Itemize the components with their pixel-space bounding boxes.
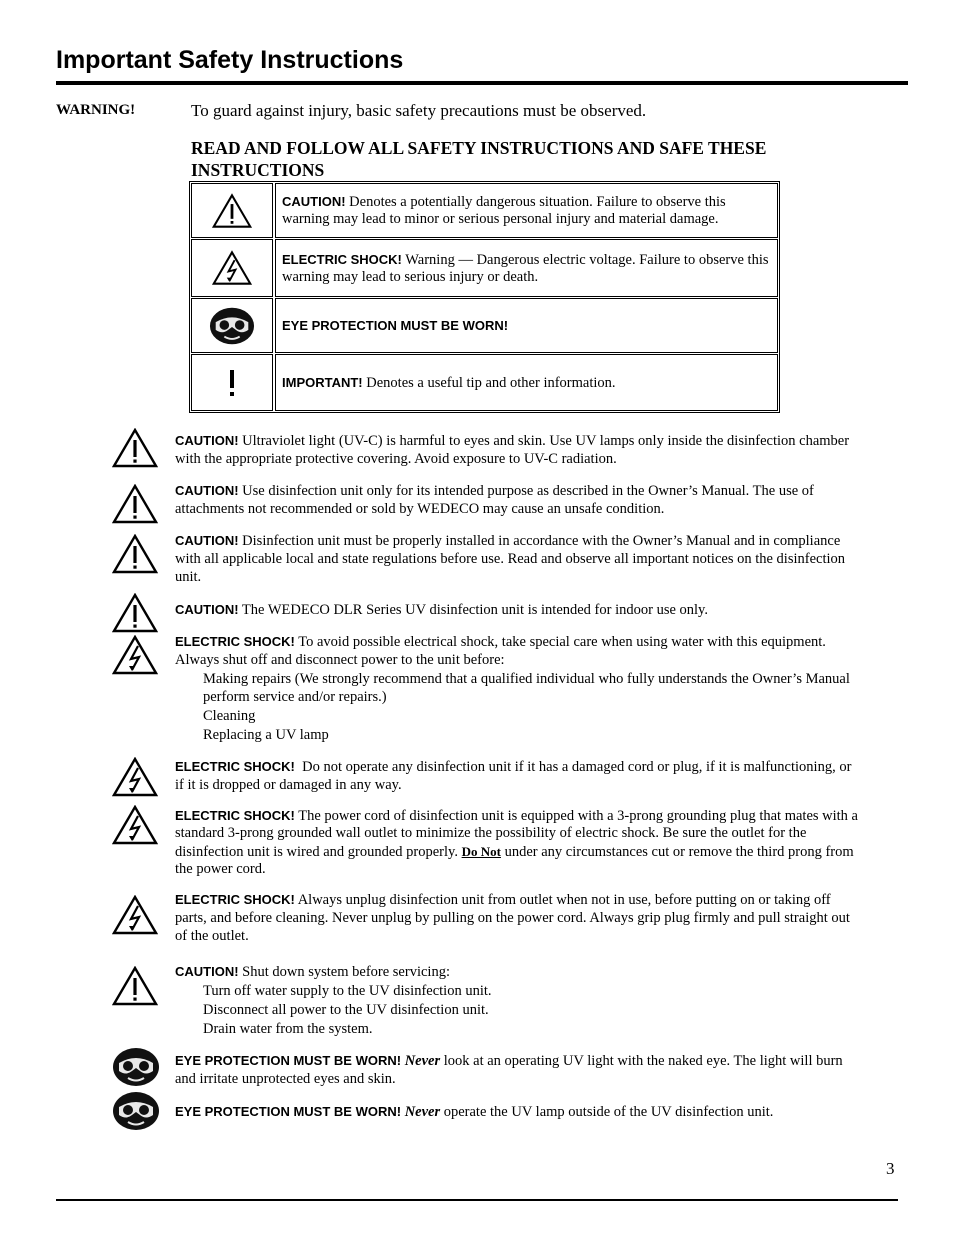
caution-triangle-icon [191,183,273,238]
legend-row-eye-protection [191,298,778,353]
title-rule [56,81,908,85]
legend-row-important [191,354,778,411]
caution-triangle-icon [112,484,158,524]
important-exclamation-icon [191,354,273,411]
legend-description [275,239,778,297]
caution-triangle-icon [112,428,158,468]
list-item: Cleaning [203,708,256,724]
notice-keyword: ELECTRIC SHOCK! [175,759,295,774]
eye-protection-icon [191,298,273,353]
notice-text [175,482,860,518]
legend-text: Denotes a useful tip and other information. [362,374,616,391]
footer-rule [56,1199,898,1201]
notice-text [175,963,860,1038]
notice-text [175,1052,860,1088]
legend-keyword: ELECTRIC SHOCK! [282,251,402,267]
notice-body: Ultraviolet light (UV-C) is harmful to eyes and skin. Use UV lamps only inside the disinfection chamber with the appropriate protective covering. Avoid exposure to UV-C radiation. [175,433,850,467]
eye-protection-icon [112,1091,160,1131]
notice-text [175,807,860,878]
page-title: Important Safety Instructions [56,46,404,74]
symbol-legend-table [189,181,780,413]
notice-keyword: EYE PROTECTION MUST BE WORN! [175,1053,402,1068]
caution-triangle-icon [112,534,158,574]
legend-row-caution [191,183,778,238]
notice-text [175,432,860,468]
caution-triangle-icon [112,593,158,633]
notice-body: Do not operate any disinfection unit if it has a damaged cord or plug, if it is malfunctioning, or if it is dropped or damaged in any way. [175,759,856,793]
legend-row-electric-shock [191,239,778,297]
list-item: Drain water from the system. [203,1021,373,1037]
electric-shock-icon [191,239,273,297]
notice-body: look at an operating UV light with the naked eye. The light will burn and irritate unprotected eyes and skin. [175,1053,843,1087]
notice-keyword: EYE PROTECTION MUST BE WORN! [175,1104,402,1119]
electric-shock-icon [112,895,158,935]
legend-keyword: IMPORTANT! [282,374,363,390]
notice-text [175,633,860,744]
list-item: Turn off water supply to the UV disinfection unit. [203,983,492,999]
notice-keyword: CAUTION! [175,602,239,617]
list-item: Disconnect all power to the UV disinfection unit. [203,1002,489,1018]
notice-text [175,1103,860,1121]
notice-body: Use disinfection unit only for its intended purpose as described in the Owner’s Manual. The use of attachments not recommended or sold by WEDECO may cause an unsafe condition. [175,483,814,517]
emphasis-never: Never [404,1053,441,1069]
electric-shock-icon [112,635,158,675]
notice-keyword: CAUTION! [175,533,239,548]
legend-text: Denotes a potentially dangerous situation. Failure to observe this warning may lead to minor or serious personal injury and material damage. [282,194,726,227]
read-follow-instruction: READ AND FOLLOW ALL SAFETY INSTRUCTIONS AND SAFE THESE INSTRUCTIONS [191,138,767,180]
caution-triangle-icon [112,966,158,1006]
notice-text [175,601,860,619]
legend-keyword: CAUTION! [282,194,346,209]
legend-text: Warning — Dangerous electric voltage. Failure to observe this warning may lead to serious injury or death. [282,251,769,285]
electric-shock-icon [112,757,158,797]
notice-body: operate the UV lamp outside of the UV disinfection unit. [440,1104,774,1120]
notice-body: The power cord of disinfection unit is equipped with a 3-prong grounding plug that mates with a standard 3-prong grounded wall outlet to minimize the possibility of electric shock. Be sure the outlet for the disinfection unit is wired and grounded properly. [175,808,858,860]
eye-protection-icon [112,1047,160,1087]
notice-text [175,758,860,794]
notice-keyword: ELECTRIC SHOCK! [175,892,295,907]
notice-text [175,532,860,586]
notice-body: Disinfection unit must be properly installed in accordance with the Owner’s Manual and in compliance with all applicable local and state regulations before use. Read and observe all important notices on the disinfection unit. [175,533,846,585]
notice-body: Always unplug disinfection unit from outlet when not in use, before putting on or taking off parts, and before cleaning. Never unplug by pulling on the power cord. Always grip plug firmly and pull straight out of the outlet. [175,892,850,944]
emphasis-never: Never [404,1104,441,1120]
notice-body-after: under any circumstances cut or remove the third prong from the power cord. [175,843,854,877]
notice-keyword: CAUTION! [175,964,239,979]
list-item: Replacing a UV lamp [203,727,329,743]
notice-text [175,891,860,945]
emphasis-do-not: Do Not [461,843,501,859]
notice-keyword: CAUTION! [175,483,239,498]
notice-keyword: ELECTRIC SHOCK! [175,634,295,649]
notice-keyword: CAUTION! [175,433,239,448]
page-number: 3 [886,1159,895,1178]
list-item: Making repairs (We strongly recommend that a qualified individual who fully understands the Owner’s Manual perform service and/or repairs.) [203,671,850,705]
notice-body: To avoid possible electrical shock, take special care when using water with this equipment. Always shut off and disconnect power to the unit before: [175,634,826,668]
legend-description [275,183,778,238]
warning-label: WARNING! [56,102,136,118]
legend-description [275,298,778,353]
notice-keyword: ELECTRIC SHOCK! [175,808,295,823]
electric-shock-icon [112,805,158,845]
warning-text: To guard against injury, basic safety precautions must be observed. [191,101,647,120]
legend-keyword: EYE PROTECTION MUST BE WORN! [282,317,509,333]
notice-body: The WEDECO DLR Series UV disinfection unit is intended for indoor use only. [238,602,708,618]
notice-body: Shut down system before servicing: [238,964,450,980]
legend-description [275,354,778,411]
